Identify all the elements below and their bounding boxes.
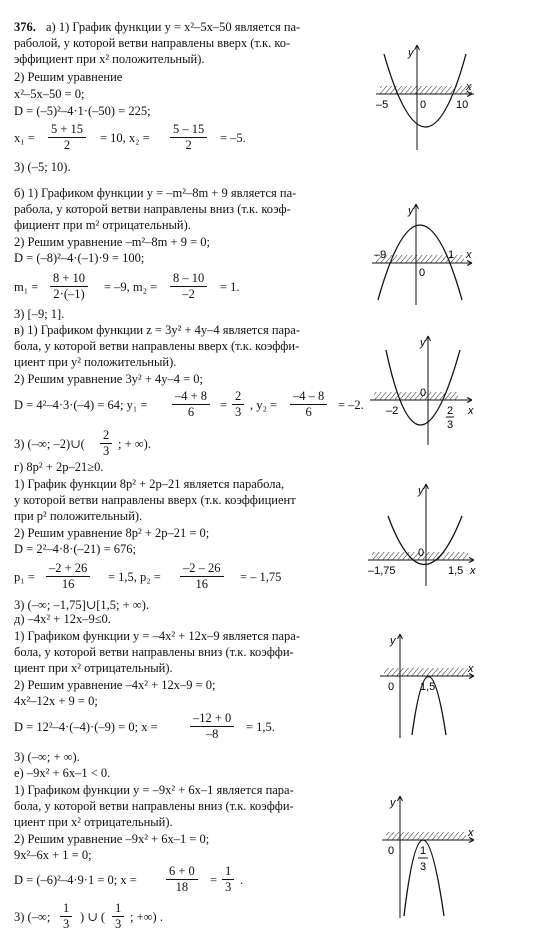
fraction: $\frac{-12 + 0}{-8}$ bbox=[190, 711, 234, 742]
fraction: $\frac{8 + 10}{2\cdot(-1)}$ bbox=[50, 271, 88, 302]
formula-text: p₁ = bbox=[14, 570, 35, 584]
text-line: циент при y² положительный). bbox=[14, 355, 177, 369]
fraction: $\frac{6 + 0}{18}$ bbox=[166, 864, 198, 895]
origin-label: 0 bbox=[419, 267, 426, 279]
x-axis-label: x bbox=[468, 663, 474, 675]
parabola-graph-d bbox=[366, 478, 480, 588]
text-line: 2) Решим уравнение 8p² + 2p–21 = 0; bbox=[14, 526, 210, 540]
parabola-graph-a bbox=[370, 40, 480, 160]
text-line: циент при x² отрицательный). bbox=[14, 661, 173, 675]
text-line: е) –9x² + 6x–1 < 0. bbox=[14, 766, 111, 780]
formula-text: D = (–6)²–4·9·1 = 0; x = bbox=[14, 873, 137, 887]
y-axis-label: y bbox=[390, 797, 396, 809]
formula-text: x₁ = bbox=[14, 131, 35, 145]
answer: 3) (–5; 10). bbox=[14, 160, 71, 174]
x-axis-label: x bbox=[470, 565, 476, 577]
fraction: $\frac{2}{3}$ bbox=[232, 389, 244, 420]
text-line: бола, у которой ветви направлены вверх (т.к. коэффи- bbox=[14, 339, 300, 353]
root-label: 1,5 bbox=[448, 565, 464, 577]
text-line: а) 1) График функции y = x²–5x–50 является па- bbox=[46, 20, 301, 34]
y-axis-label: y bbox=[408, 205, 414, 217]
answer: 3) (–∞; –2)∪( bbox=[14, 437, 85, 451]
text-line: 1) Графиком функции y = –4x² + 12x–9 является пара- bbox=[14, 629, 301, 643]
parabola-graph-c bbox=[368, 330, 480, 450]
formula-text: = –9, m₂ = bbox=[104, 280, 158, 294]
fraction: $\frac{1}{3}$ bbox=[222, 864, 234, 895]
fraction: $\frac{8 - 10}{-2}$ bbox=[170, 271, 207, 302]
formula-text: , y₂ = bbox=[250, 398, 278, 412]
formula-text: D = 4²–4·3·(–4) = 64; y₁ = bbox=[14, 398, 148, 412]
x-axis-label: x bbox=[468, 405, 474, 417]
text-line: 2) Решим уравнение –m²–8m + 9 = 0; bbox=[14, 235, 210, 249]
text-line: эффициент при x² положительный). bbox=[14, 52, 205, 66]
root-label-num: 2 bbox=[447, 405, 454, 417]
text-line: при p² положительный). bbox=[14, 509, 143, 523]
origin-label: 0 bbox=[420, 99, 427, 111]
y-axis-label: y bbox=[408, 47, 414, 59]
text-line: б) 1) Графиком функции y = –m²–8m + 9 является па- bbox=[14, 186, 297, 200]
fraction: $\frac{-2 + 26}{16}$ bbox=[46, 561, 90, 592]
text-line: 9x²–6x + 1 = 0; bbox=[14, 848, 92, 862]
root-label: –5 bbox=[376, 99, 389, 111]
answer: 3) (–∞; –1,75]∪[1,5; + ∞). bbox=[14, 598, 149, 612]
text-line: 2) Решим уравнение –9x² + 6x–1 = 0; bbox=[14, 832, 210, 846]
text-line: бола, у которой ветви направлены вниз (т.к. коэффи- bbox=[14, 645, 294, 659]
text-line: 2) Решим уравнение bbox=[14, 70, 123, 84]
answer: 3) (–∞; bbox=[14, 910, 51, 924]
formula-text: = 10, x₂ = bbox=[100, 131, 150, 145]
parabola-graph-e bbox=[370, 630, 480, 740]
answer: ) ∪ ( bbox=[80, 910, 106, 924]
origin-label: 0 bbox=[418, 547, 425, 559]
text-line: у которой ветви направлены вверх (т.к. коэффициент bbox=[14, 493, 296, 507]
answer: 3) (–∞; + ∞). bbox=[14, 750, 80, 764]
formula-text: . bbox=[240, 873, 244, 887]
vertex-label-den: 3 bbox=[420, 861, 427, 873]
fraction: $\frac{1}{3}$ bbox=[60, 901, 72, 932]
fraction: $\frac{1}{3}$ bbox=[112, 901, 124, 932]
origin-label: 0 bbox=[388, 681, 395, 693]
fraction: $\frac{-4 - 8}{6}$ bbox=[290, 389, 327, 420]
root-label: 1 bbox=[448, 249, 455, 261]
y-axis-label: y bbox=[418, 485, 424, 497]
fraction: $\frac{-2 - 26}{16}$ bbox=[180, 561, 224, 592]
formula-text: = 1. bbox=[220, 280, 240, 294]
text-line: 1) Графиком функции y = –9x² + 6x–1 является пара- bbox=[14, 783, 294, 797]
formula-text: = –2. bbox=[338, 398, 364, 412]
x-axis-label: x bbox=[466, 249, 472, 261]
root-label: –1,75 bbox=[368, 565, 396, 577]
formula-text: = – 1,75 bbox=[240, 570, 282, 584]
formula-text: D = 12²–4·(–4)·(–9) = 0; x = bbox=[14, 720, 158, 734]
answer: ; +∞) . bbox=[130, 910, 163, 924]
formula-text: = 1,5. bbox=[246, 720, 275, 734]
root-label: 10 bbox=[456, 99, 469, 111]
root-label-den: 3 bbox=[447, 419, 454, 431]
x-axis-label: x bbox=[466, 81, 472, 93]
answer: 3) [–9; 1]. bbox=[14, 307, 65, 321]
text-line: д) –4x² + 12x–9≤0. bbox=[14, 612, 111, 626]
text-line: циент при x² отрицательный). bbox=[14, 815, 173, 829]
text-line: в) 1) Графиком функции z = 3y² + 4y–4 является пара- bbox=[14, 323, 301, 337]
x-axis-label: x bbox=[468, 827, 474, 839]
origin-label: 0 bbox=[388, 845, 395, 857]
y-axis-label: y bbox=[390, 635, 396, 647]
text-line: D = 2²–4·8·(–21) = 676; bbox=[14, 542, 136, 556]
parabola-graph-f bbox=[372, 792, 480, 922]
vertex-label-num: 1 bbox=[420, 845, 427, 857]
text-line: D = (–8)²–4·(–1)·9 = 100; bbox=[14, 251, 145, 265]
text-line: x²–5x–50 = 0; bbox=[14, 87, 85, 101]
text-line: D = (–5)²–4·1·(–50) = 225; bbox=[14, 104, 151, 118]
formula-text: = 1,5, p₂ = bbox=[108, 570, 161, 584]
fraction: $\frac{5 - 15}{2}$ bbox=[170, 122, 207, 153]
text-line: бола, у которой ветви направлены вниз (т.к. коэффи- bbox=[14, 799, 294, 813]
parabola-graph-b bbox=[368, 200, 480, 310]
fraction: $\frac{5 + 15}{2}$ bbox=[48, 122, 86, 153]
text-line: 4x²–12x + 9 = 0; bbox=[14, 694, 98, 708]
origin-label: 0 bbox=[420, 387, 427, 399]
text-line: 2) Решим уравнение 3y² + 4y–4 = 0; bbox=[14, 372, 204, 386]
problem-number: 376. bbox=[14, 20, 36, 34]
formula-text: m₁ = bbox=[14, 280, 39, 294]
formula-text: = –5. bbox=[220, 131, 246, 145]
text-line: фициент при m² отрицательный). bbox=[14, 218, 191, 232]
text-line: г) 8p² + 2p–21≥0. bbox=[14, 460, 104, 474]
fraction: $\frac{2}{3}$ bbox=[100, 428, 112, 459]
y-axis-label: y bbox=[420, 337, 426, 349]
root-label: –2 bbox=[386, 405, 399, 417]
text-line: 2) Решим уравнение –4x² + 12x–9 = 0; bbox=[14, 678, 216, 692]
root-label: –9 bbox=[374, 249, 387, 261]
answer: ; + ∞). bbox=[118, 437, 151, 451]
formula-text: = bbox=[210, 873, 218, 887]
formula-text: = bbox=[220, 398, 228, 412]
text-line: рабола, у которой ветви направлены вниз (т.к. коэф- bbox=[14, 202, 291, 216]
vertex-label: 1,5 bbox=[420, 681, 436, 693]
fraction: $\frac{-4 + 8}{6}$ bbox=[172, 389, 210, 420]
text-line: раболой, у которой ветви направлены вверх (т.к. ко- bbox=[14, 36, 291, 50]
text-line: 1) График функции 8p² + 2p–21 является парабола, bbox=[14, 477, 285, 491]
